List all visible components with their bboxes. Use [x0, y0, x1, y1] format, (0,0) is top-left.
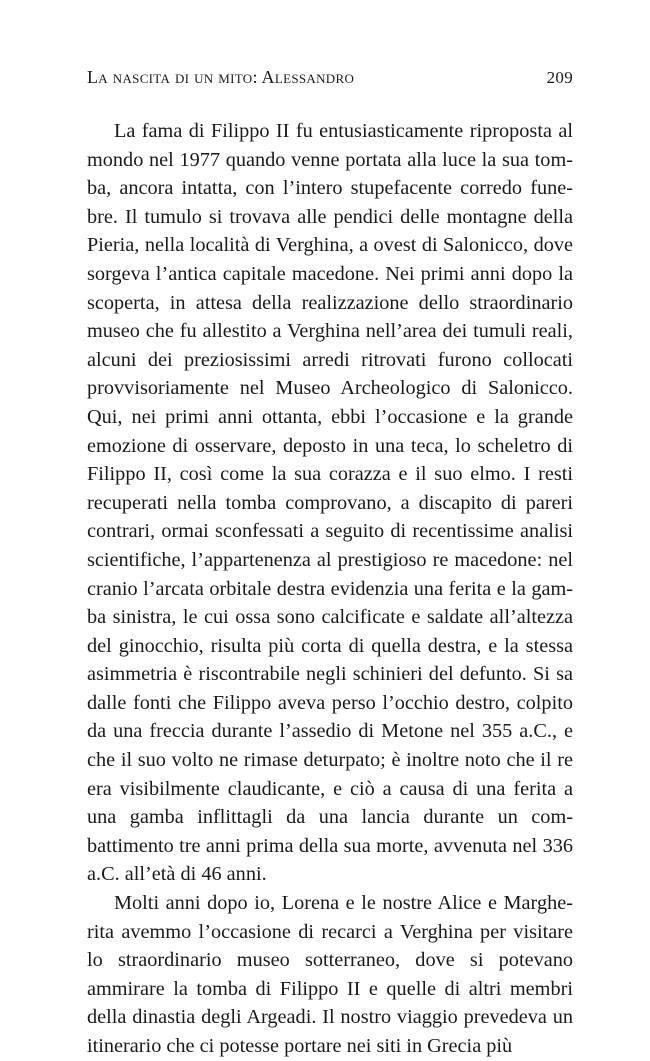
paragraph: La fama di Filippo II fu entusiasticamente riproposta al mondo nel 1977 quando venne portata alla luce la sua tomba, ancora intatta, con l’intero stupefacente corredo funebre. Il tumulo si trovava alle pendici delle montagne della Pieria, nella località di Verghina, a ovest di Salonicco, dove sorgeva l’antica capitale macedone. Nei primi anni dopo la scoperta, in attesa della realizzazione dello straordinario museo che fu allestito a Verghina nell’area dei tumuli reali, alcuni dei preziosissimi arredi ritrovati furono collocati provvisoriamente nel Museo Archeologico di Salonicco. Qui, nei primi anni ottanta, ebbi l’occasione e la grande emozione di osservare, deposto in una teca, lo scheletro di Filippo II, così come la sua corazza e il suo elmo. I resti recuperati nella tomba comprovano, a discapito di pareri contrari, ormai sconfessati a seguito di recentissime analisi scientifiche, l’appartenenza al prestigioso re macedone: nel cranio l’arcata orbitale destra evidenzia una ferita e la gamba sinistra, le cui ossa sono calcificate e saldate all’altezza del ginocchio, risulta più corta di quella destra, e la stessa asimmetria è riscontrabile negli schinieri del defunto. Si sa dalle fonti che Filippo aveva perso l’occhio destro, colpito da una freccia durante l’assedio di Metone nel 355 a.C., e che il suo volto ne rimase deturpato; è inoltre noto che il re era visibilmente claudicante, e ciò a causa di una ferita a una gamba inflittagli da una lancia durante un combattimento tre anni prima della sua morte, avvenuta nel 336 a.C. all’età di 46 anni.	[87, 120, 573, 886]
paragraph: Molti anni dopo io, Lorena e le nostre Alice e Margherita avemmo l’occasione di recarci a Verghina per visitare lo straordinario museo sotterraneo, dove si potevano ammirare la tomba di Filippo II e quelle di altri membri della dinastia degli Argeadi. Il nostro viaggio prevedeva un itinerario che ci potesse portare nei siti in Grecia più	[87, 892, 573, 1057]
page-number: 209	[546, 68, 573, 87]
body-text	[87, 117, 573, 1061]
running-title: La nascita di un mito: Alessandro	[87, 67, 355, 87]
running-head	[87, 67, 573, 93]
book-page	[87, 0, 573, 1057]
